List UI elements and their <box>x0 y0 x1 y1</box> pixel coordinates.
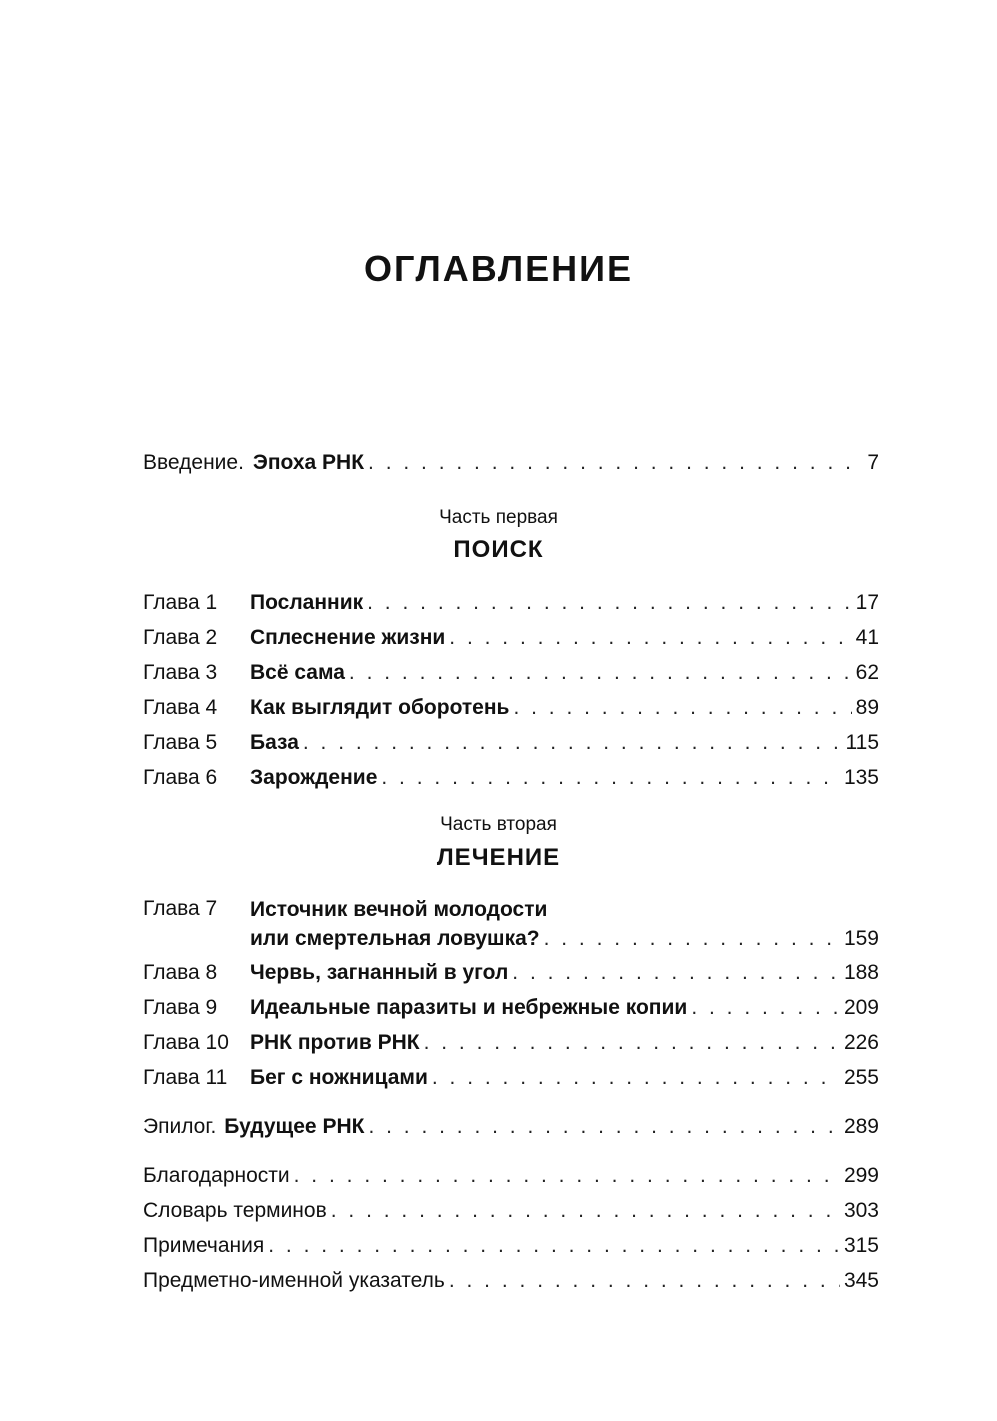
chapter-number: Глава 8 <box>143 961 218 984</box>
leader-dots <box>449 1268 840 1294</box>
backmatter-title: Благодарности <box>143 1164 290 1187</box>
chapter-title: Посланник <box>250 591 364 614</box>
intro-label: Введение. <box>143 451 244 474</box>
leader-dots <box>432 1065 840 1091</box>
page-number: 159 <box>843 927 879 950</box>
toc-entry-chapter[interactable] <box>143 691 879 721</box>
part-2-title: ЛЕЧЕНИЕ <box>436 844 561 871</box>
epilogue-title: Будущее РНК <box>224 1115 365 1138</box>
toc-entry-chapter[interactable] <box>143 991 879 1021</box>
page-number: 17 <box>855 591 879 614</box>
chapter-title: Всё сама <box>250 661 345 684</box>
page-number: 188 <box>843 961 879 984</box>
chapter-number: Глава 9 <box>143 996 218 1019</box>
chapter-title: РНК против РНК <box>250 1031 420 1054</box>
page-number: 62 <box>855 661 879 684</box>
epilogue-label: Эпилог. <box>143 1115 217 1138</box>
leader-dots <box>381 765 840 791</box>
toc-entry-chapter[interactable] <box>143 1026 879 1056</box>
leader-dots <box>367 590 852 616</box>
leader-dots <box>331 1198 840 1224</box>
toc-entry-chapter[interactable] <box>143 761 879 791</box>
backmatter-title: Словарь терминов <box>143 1199 327 1222</box>
backmatter-title: Примечания <box>143 1234 265 1257</box>
leader-dots <box>513 695 851 721</box>
page-number: 115 <box>845 731 879 754</box>
toc-entry-backmatter[interactable] <box>143 1194 879 1224</box>
leader-dots <box>303 730 842 756</box>
page-number: 89 <box>855 696 879 719</box>
page-number: 345 <box>843 1269 879 1292</box>
chapter-title: или смертельная ловушка? <box>250 927 540 950</box>
part-1-label: Часть первая <box>439 507 558 528</box>
toc-entry-backmatter[interactable] <box>143 1159 879 1189</box>
chapter-title: Зарождение <box>250 766 378 789</box>
leader-dots <box>424 1030 840 1056</box>
chapter-title: Как выглядит оборотень <box>250 696 510 719</box>
page-number: 7 <box>867 451 879 474</box>
page-title: ОГЛАВЛЕНИЕ <box>363 248 634 289</box>
chapter-number: Глава 7 <box>143 897 218 920</box>
toc-entry-intro[interactable] <box>143 446 879 476</box>
chapter-title: Идеальные паразиты и небрежные копии <box>250 996 688 1019</box>
chapter-title-line1: Источник вечной молодости <box>250 898 548 921</box>
chapter-number: Глава 4 <box>143 696 218 719</box>
leader-dots <box>294 1163 840 1189</box>
chapter-title: Бег с ножницами <box>250 1066 428 1089</box>
page-number: 289 <box>843 1115 879 1138</box>
chapter-number: Глава 10 <box>143 1031 229 1054</box>
chapter-title: База <box>250 731 299 754</box>
chapter-number: Глава 1 <box>143 591 218 614</box>
page-number: 209 <box>843 996 879 1019</box>
chapter-number: Глава 11 <box>143 1066 228 1089</box>
leader-dots <box>268 1233 840 1259</box>
toc-entry-chapter[interactable] <box>143 1061 879 1091</box>
leader-dots <box>512 960 840 986</box>
backmatter-title: Предметно-именной указатель <box>143 1269 445 1292</box>
leader-dots <box>449 625 851 651</box>
page-number: 299 <box>843 1164 879 1187</box>
chapter-title: Червь, загнанный в угол <box>250 961 509 984</box>
part-2-label: Часть вторая <box>440 814 557 835</box>
page-number: 226 <box>843 1031 879 1054</box>
leader-dots <box>691 995 840 1021</box>
part-1-title: ПОИСК <box>453 536 544 563</box>
intro-title: Эпоха РНК <box>252 451 365 474</box>
page-number: 135 <box>843 766 879 789</box>
chapter-title: Сплеснение жизни <box>250 626 446 649</box>
toc-entry-chapter[interactable] <box>143 586 879 616</box>
toc-entry-backmatter[interactable] <box>143 1229 879 1259</box>
leader-dots <box>368 450 863 476</box>
toc-entry-chapter[interactable] <box>143 956 879 986</box>
toc-entry-epilogue[interactable] <box>143 1110 879 1140</box>
leader-dots <box>349 660 852 686</box>
chapter-number: Глава 6 <box>143 766 218 789</box>
chapter-number: Глава 2 <box>143 626 218 649</box>
chapter-number: Глава 5 <box>143 731 218 754</box>
chapter-number: Глава 3 <box>143 661 218 684</box>
leader-dots <box>368 1114 840 1140</box>
page-number: 255 <box>843 1066 879 1089</box>
toc-entry-backmatter[interactable] <box>143 1264 879 1294</box>
page-number: 41 <box>855 626 879 649</box>
toc-entry-chapter[interactable] <box>143 726 879 756</box>
page-number: 303 <box>843 1199 879 1222</box>
leader-dots <box>544 926 840 952</box>
toc-entry-chapter[interactable] <box>143 621 879 651</box>
toc-entry-chapter[interactable] <box>143 656 879 686</box>
page-number: 315 <box>843 1234 879 1257</box>
